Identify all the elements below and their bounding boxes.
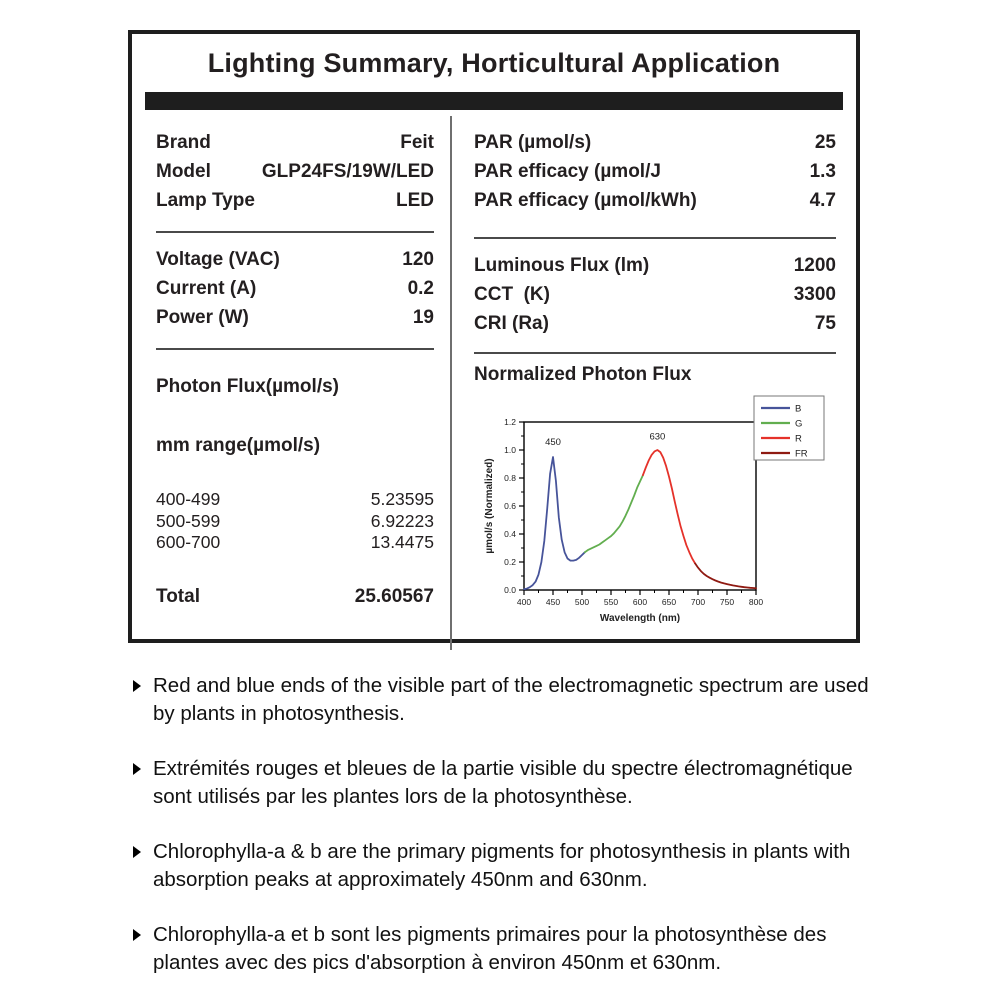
separator (156, 231, 434, 233)
legend-label-R: R (795, 433, 802, 445)
spec-row-cri (474, 309, 836, 338)
spec-row-par-efficacy-kwh (474, 186, 836, 215)
series-R (643, 450, 695, 563)
chart-heading: Normalized Photon Flux (474, 364, 692, 385)
spec-row-power (156, 303, 450, 332)
spec-row-par (474, 128, 836, 157)
total-value: 25.60567 (354, 585, 434, 607)
x-tick-label: 750 (719, 597, 735, 607)
series-G (585, 475, 643, 552)
x-tick-label: 800 (748, 597, 764, 607)
spec-row-cct (474, 280, 836, 309)
spec-row-voltage (156, 245, 450, 274)
x-tick-label: 500 (574, 597, 590, 607)
x-tick-label: 700 (690, 597, 706, 607)
range-label: 500-599 (156, 510, 221, 531)
spec-label: Power (W) (156, 307, 249, 328)
spec-label: Current (A) (156, 278, 257, 299)
legend-box (754, 396, 824, 460)
spec-label: PAR (µmol/s) (474, 132, 592, 153)
legend-label-B: B (795, 403, 802, 415)
x-tick-label: 400 (516, 597, 532, 607)
range-row (156, 489, 450, 511)
note-text: Chlorophylla-a et b sont les pigments primaires pour la photosynthèse des plantes avec des pics d'absorption à environ 450nm et 630nm. (153, 923, 827, 974)
x-tick-label: 650 (661, 597, 677, 607)
spec-label: CCT (K) (474, 284, 550, 305)
columns (132, 110, 856, 650)
bullet-triangle-icon (133, 929, 141, 941)
x-axis-label: Wavelength (nm) (599, 613, 681, 624)
note-text: Red and blue ends of the visible part of the electromagnetic spectrum are used by plants in photosynthesis. (153, 674, 869, 725)
range-row (156, 532, 450, 554)
photon-flux-chart (480, 390, 828, 636)
spec-label: CRI (Ra) (474, 313, 549, 334)
separator (156, 348, 434, 350)
list-item (133, 921, 881, 977)
spec-value: 0.2 (407, 278, 434, 299)
y-tick-label: 0.6 (504, 501, 516, 511)
range-table (156, 489, 450, 554)
note-text: Chlorophylla-a & b are the primary pigments for photosynthesis in plants with absorption peaks at approximately 450nm and 630nm. (153, 840, 851, 891)
range-value: 13.4475 (370, 532, 434, 552)
spec-label: Model (156, 161, 211, 182)
spec-row-current (156, 274, 450, 303)
summary-panel (128, 30, 860, 643)
spec-value: 120 (402, 249, 434, 270)
y-tick-label: 0.4 (504, 529, 516, 539)
total-label: Total (156, 585, 200, 607)
list-item (133, 838, 881, 894)
legend-label-FR: FR (795, 448, 808, 460)
bullet-triangle-icon (133, 763, 141, 775)
spec-label: PAR efficacy (µmol/J (474, 161, 661, 182)
x-tick-label: 450 (545, 597, 561, 607)
x-tick-label: 550 (603, 597, 619, 607)
spec-value: 19 (412, 307, 434, 328)
spec-label: Lamp Type (156, 190, 255, 211)
spec-value: 1200 (793, 255, 836, 276)
range-label: 600-700 (156, 532, 221, 552)
separator (474, 237, 836, 239)
note-text: Extrémités rouges et bleues de la partie visible du spectre électromagnétique sont utilisés par les plantes lors de la photosynthèse. (153, 757, 853, 808)
spec-label: PAR efficacy (µmol/kWh) (474, 190, 697, 211)
list-item (133, 672, 881, 728)
bullet-triangle-icon (133, 846, 141, 858)
title-divider-bar (145, 92, 843, 110)
list-item (133, 755, 881, 811)
spec-label: Voltage (VAC) (156, 249, 280, 270)
peak-annotation: 630 (649, 431, 666, 443)
spec-value: 3300 (793, 284, 836, 305)
spec-value: 25 (814, 132, 836, 153)
spec-row-brand (156, 128, 450, 157)
range-value: 5.23595 (370, 489, 434, 509)
peak-annotation: 450 (545, 437, 561, 449)
spec-value: Feit (400, 132, 434, 153)
left-column (132, 110, 450, 650)
y-tick-label: 0.8 (504, 473, 516, 483)
right-column (450, 116, 856, 650)
range-value: 6.92223 (370, 510, 434, 531)
spec-row-model (156, 157, 450, 186)
spec-label: Brand (156, 132, 211, 153)
spec-row-luminous-flux (474, 251, 836, 280)
spec-label: Luminous Flux (lm) (474, 255, 650, 276)
notes-list (133, 672, 881, 1004)
separator (474, 352, 836, 354)
range-row (156, 511, 450, 533)
y-tick-label: 1.0 (504, 445, 516, 455)
legend-label-G: G (795, 418, 803, 430)
spec-value: LED (396, 190, 434, 211)
y-tick-label: 0.0 (504, 585, 516, 595)
y-tick-label: 0.2 (504, 557, 516, 567)
spec-value: 1.3 (809, 161, 836, 182)
chart-wrap (480, 390, 836, 641)
total-row (156, 582, 450, 611)
series-FR (695, 563, 756, 588)
range-label: 400-499 (156, 489, 221, 509)
spec-value: 75 (814, 313, 836, 334)
series-B (524, 457, 585, 589)
spec-value: 4.7 (809, 190, 836, 211)
page-title: Lighting Summary, Horticultural Application (207, 48, 781, 78)
y-tick-label: 1.2 (504, 417, 516, 427)
photon-flux-heading: Photon Flux(µmol/s) (156, 376, 339, 397)
mm-range-heading: mm range(µmol/s) (156, 435, 321, 456)
bullet-triangle-icon (133, 680, 141, 692)
x-tick-label: 600 (632, 597, 648, 607)
spec-value: GLP24FS/19W/LED (261, 161, 434, 182)
spec-row-lamp-type (156, 186, 450, 215)
spec-row-par-efficacy-j (474, 157, 836, 186)
y-axis-label: µmol/s (Normalized) (484, 458, 495, 554)
